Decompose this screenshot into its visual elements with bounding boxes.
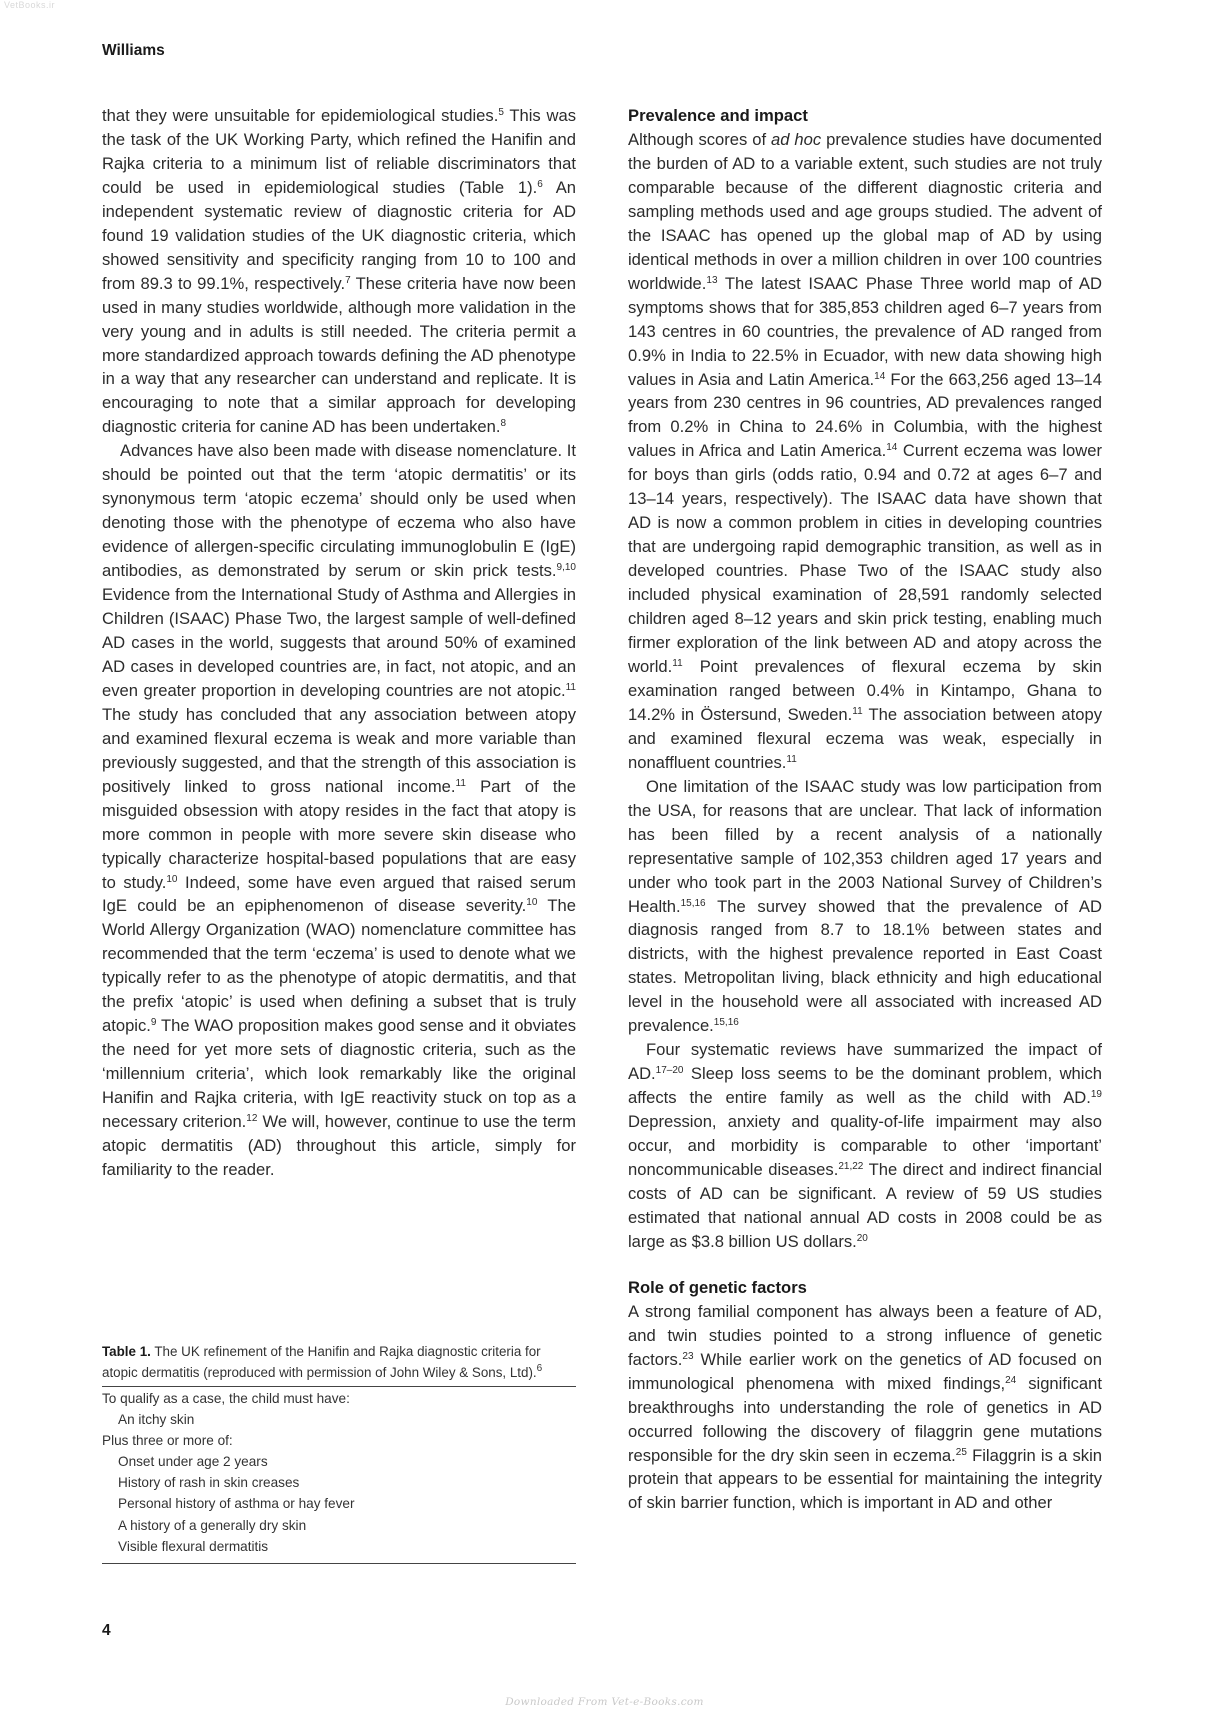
page-number: 4 [102, 1622, 111, 1639]
reference: 11 [455, 777, 466, 789]
table-row: History of rash in skin creases [118, 1475, 300, 1491]
italic-text: ad hoc [771, 130, 822, 149]
reference: 17–20 [655, 1065, 684, 1077]
reference: 14 [886, 442, 898, 454]
text-run: Although scores of [628, 130, 772, 149]
text-run: Evidence from the International Study of Asthma and Allergies in Children (ISAAC) Phase Two, the largest sample of well-defined AD cases in the world, suggests that around 50% of examined AD cases in developed countries are, in fact, not atopic, and an even greater proportion in developing countries are not atopic. [102, 585, 576, 700]
right-column [628, 104, 1102, 1515]
reference: 9,10 [556, 562, 576, 574]
table-row: To qualify as a case, the child must have: [102, 1391, 350, 1406]
reference: 11 [852, 705, 863, 717]
table-row: Visible flexural dermatitis [118, 1538, 269, 1554]
table-label: Table 1. [102, 1344, 151, 1359]
text-run: These criteria have now been used in many studies worldwide, although more validation in the very young and in adults is still needed. The criteria permit a more standardized approach towards defining the AD phenotype in a way that any researcher can understand and replicate. It is encouraging to note that a similar approach for developing diagnostic criteria for canine AD has been undertaken. [102, 273, 576, 437]
reference: 10 [166, 873, 178, 885]
reference: 15,16 [713, 1017, 739, 1029]
reference: 5 [498, 107, 504, 118]
reference: 11 [672, 657, 683, 669]
table-1 [102, 1342, 576, 1564]
text-run: Current eczema was lower for boys than girls (odds ratio, 0.94 and 0.72 at ages 6–7 and 13–14 years, respectively). The ISAAC data have shown that AD is now a common problem in cities in developing countries that are undergoing rapid demographic transition, as well as in developed countries. Phase Two of the ISAAC study also included physical examination of 28,591 randomly selected children aged 8–12 years and skin prick testing, enabling much firmer exploration of the link between AD and atopy across the world. [628, 441, 1102, 676]
paragraph [102, 104, 576, 439]
top-watermark: VetBooks.ir [4, 0, 56, 10]
reference: 24 [1005, 1374, 1017, 1386]
paragraph [102, 439, 576, 1182]
text-run: significant breakthroughs into understanding the role of genetics in AD occurred following the discovery of filaggrin gene mutations responsible for the dry skin seen in eczema. [628, 1373, 1102, 1465]
text-run: For the 663,256 aged 13–14 years from 230 centres in 96 countries, AD prevalences ranged from 0.2% in China to 24.6% in Columbia, with the highest values in Africa and Latin America. [628, 369, 1102, 461]
text-run: One limitation of the ISAAC study was low participation from the USA, for reasons that are unclear. That lack of information has been filled by a recent analysis of a nationally representative sample of 102,353 children aged 17 years and under who took part in the 2003 National Survey of Children’s Health. [628, 776, 1102, 916]
table-row: An itchy skin [118, 1412, 195, 1428]
text-run: Depression, anxiety and quality-of-life impairment may also occur, and morbidity is comparable to other ‘important’ noncommunicable diseases. [628, 1112, 1102, 1179]
running-head: Williams [102, 42, 165, 59]
text-run: Advances have also been made with disease nomenclature. It should be pointed out that the term ‘atopic dermatitis’ or its synonymous term ‘atopic eczema’ should only be used when denoting those with the phenotype of eczema who also have evidence of allergen-specific circulating immunoglobulin E (IgE) antibodies, as demonstrated by serum or skin prick tests. [102, 441, 576, 581]
table-row: Plus three or more of: [102, 1433, 233, 1449]
reference: 8 [500, 418, 507, 430]
text-run: The latest ISAAC Phase Three world map of AD symptoms shows that for 385,853 children aged 6–7 years from 143 centres in 60 countries, the prevalence of AD ranged from 0.9% in India to 22.5% in Ecuador, with new data showing high values in Asia and Latin America. [628, 273, 1102, 389]
reference: 9 [150, 1017, 157, 1029]
table-row: Onset under age 2 years [118, 1454, 268, 1470]
table-body [102, 1387, 576, 1557]
text-run: The survey showed that the prevalence of AD diagnosis ranged from 8.7 to 18.1% between states and districts, with the highest prevalence reported in East Coast states. Metropolitan living, black ethnicity and high educational level in the household were all associated with increased AD prevalence. [628, 896, 1102, 1036]
reference: 25 [955, 1446, 967, 1458]
text-run: We will, however, continue to use the term atopic dermatitis (AD) throughout this article, simply for familiarity to the reader. [102, 1112, 576, 1179]
text-run: While earlier work on the genetics of AD focused on immunological phenomena with mixed findings, [628, 1349, 1102, 1393]
paragraph [628, 1038, 1102, 1254]
reference: 12 [246, 1113, 258, 1125]
caption-text: The UK refinement of the Hanifin and Rajka diagnostic criteria for atopic dermatitis (reproduced with permission of John Wiley & Sons, Ltd). [102, 1344, 541, 1380]
table-row: Personal history of asthma or hay fever [118, 1496, 355, 1512]
text-run: This was the task of the UK Working Party, which refined the Hanifin and Rajka criteria to a minimum list of reliable discriminators that could be used in epidemiological studies (Table 1). [102, 106, 577, 197]
reference: 23 [682, 1350, 694, 1362]
reference: 13 [706, 274, 718, 286]
text-run: Indeed, some have even argued that raised serum IgE could be an epiphenomenon of disease severity. [102, 872, 576, 916]
left-column [102, 104, 576, 1182]
text-run: Four systematic reviews have summarized the impact of AD. [628, 1040, 1102, 1084]
text-run: A strong familial component has always been a feature of AD, and twin studies pointed to a strong influence of genetic factors. [628, 1301, 1102, 1369]
paragraph [628, 128, 1102, 775]
text-run: An independent systematic review of diagnostic criteria for AD found 19 validation studies of the UK diagnostic criteria, which showed sensitivity and specificity ranging from 10 to 100 and from 89.3 to 99.1%, respectively. [102, 177, 576, 293]
text-run: The WAO proposition makes good sense and it obviates the need for yet more sets of diagnostic criteria, such as the ‘millennium criteria’, which look remarkably like the original Hanifin and Rajka criteria, with IgE reactivity stuck on top as a necessary criterion. [102, 1016, 576, 1132]
reference: 10 [526, 897, 538, 909]
reference: 6 [537, 178, 543, 190]
text-run: The association between atopy and examined flexural eczema was weak, especially in nonaffluent countries. [628, 704, 1102, 772]
reference: 21,22 [838, 1160, 864, 1172]
text-run: The study has concluded that any association between atopy and examined flexural eczema is weak and more variable than previously suggested, and that the strength of this association is positively linked to gross national income. [102, 704, 576, 796]
paragraph [628, 775, 1102, 1038]
text-run: that they were unsuitable for epidemiological studies. [102, 106, 499, 125]
bottom-watermark: Downloaded From Vet-e-Books.com [505, 1696, 704, 1708]
table-row: A history of a generally dry skin [118, 1517, 307, 1533]
text-run: Part of the misguided obsession with atopy resides in the fact that atopy is more common in people with more severe skin disease who typically characterize hospital-based populations that are easy to study. [102, 776, 576, 892]
text-run: prevalence studies have documented the burden of AD to a variable extent, such studies are not truly comparable because of the different diagnostic criteria and sampling methods used and age groups studied. The advent of the ISAAC has opened up the global map of AD by using identical methods in over a million children in over 100 countries worldwide. [628, 130, 1102, 293]
text-run: Sleep loss seems to be the dominant problem, which affects the entire family as well as the child with AD. [628, 1064, 1102, 1108]
text-run: Filaggrin is a skin protein that appears to be essential for maintaining the integrity of skin barrier function, which is important in AD and other [628, 1445, 1102, 1513]
reference: 20 [856, 1232, 868, 1244]
reference: 11 [565, 681, 576, 693]
reference: 15,16 [680, 897, 706, 909]
reference: 7 [345, 274, 351, 286]
reference: 19 [1090, 1089, 1102, 1101]
reference: 11 [786, 753, 797, 765]
paragraph [628, 1300, 1102, 1516]
reference: 14 [874, 370, 886, 382]
text-run: Point prevalences of flexural eczema by skin examination ranged between 0.4% in Kintampo, Ghana to 14.2% in Östersund, Sweden. [628, 656, 1102, 724]
table-caption [102, 1342, 576, 1383]
section-heading: Prevalence and impact [628, 106, 808, 125]
text-run: The World Allergy Organization (WAO) nomenclature committee has recommended that the term ‘eczema’ is used to denote what we typically refer to as the phenotype of atopic dermatitis, and that the prefix ‘atopic’ is used when defining a subset that is truly atopic. [102, 896, 576, 1036]
reference: 6 [536, 1362, 543, 1374]
text-run: The direct and indirect financial costs of AD can be significant. A review of 59 US studies estimated that national annual AD costs in 2008 could be as large as $3.8 billion US dollars. [628, 1159, 1103, 1251]
table-bottom-rule [102, 1563, 576, 1564]
section-heading: Role of genetic factors [628, 1277, 807, 1297]
